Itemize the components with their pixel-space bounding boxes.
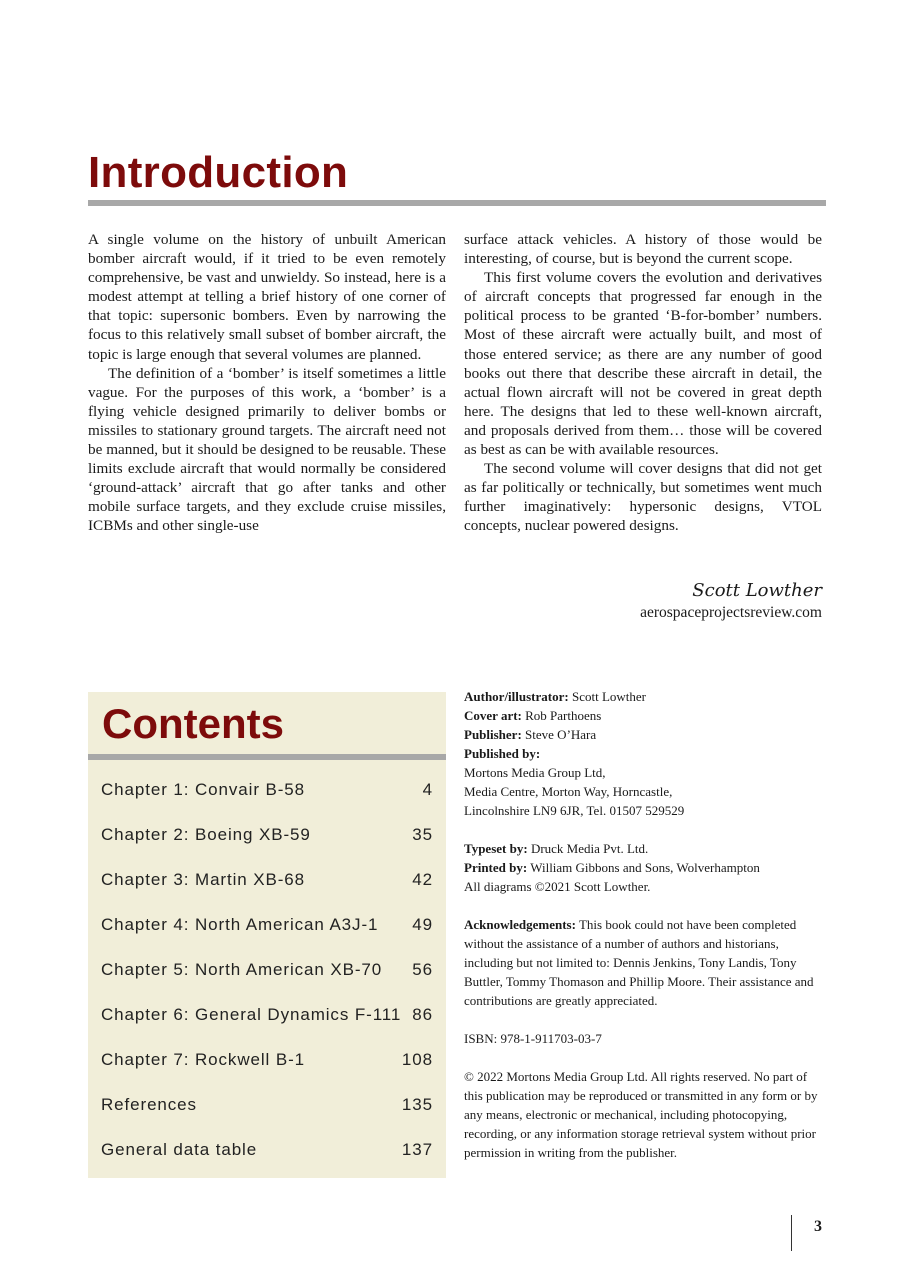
intro-paragraph: The second volume will cover designs that did not get as far politically or technically, but sometimes went much further imaginatively: hypersonic designs, VTOL concepts, nuclear powered designs. <box>464 460 822 535</box>
page-number: 3 <box>814 1218 822 1235</box>
toc-entry-page: 49 <box>412 915 433 934</box>
author-website: aerospaceprojectsreview.com <box>640 604 822 621</box>
contents-box <box>88 692 446 1178</box>
credit-author: Author/illustrator: Scott Lowther <box>464 689 646 704</box>
table-of-contents <box>101 780 433 1185</box>
intro-paragraph: surface attack vehicles. A history of those would be interesting, of course, but is beyond the current scope. <box>464 231 822 268</box>
copyright: © 2022 Mortons Media Group Ltd. All rights reserved. No part of this publication may be reproduced or transmitted in any form or by any means, electronic or mechanical, including photocopying, recording, or any information storage retrieval system without prior permission in writing from the publisher. <box>464 1069 818 1160</box>
credit-publisher: Publisher: Steve O’Hara <box>464 727 597 742</box>
intro-column-2 <box>464 230 822 536</box>
toc-entry-page: 86 <box>412 1005 433 1024</box>
toc-entry-page: 135 <box>401 1095 433 1114</box>
toc-entry-page: 56 <box>412 960 433 979</box>
address-line: Mortons Media Group Ltd, <box>464 765 606 780</box>
credit-printed: Printed by: William Gibbons and Sons, Wolverhampton <box>464 860 760 875</box>
toc-entry-page: 42 <box>412 870 433 889</box>
toc-entry-label: Chapter 3: Martin XB-68 <box>101 870 306 889</box>
toc-entry[interactable] <box>101 870 433 915</box>
address-line: Lincolnshire LN9 6JR, Tel. 01507 529529 <box>464 803 685 818</box>
address-line: Media Centre, Morton Way, Horncastle, <box>464 784 673 799</box>
toc-entry-label: Chapter 1: Convair B-58 <box>101 780 306 799</box>
toc-entry[interactable] <box>101 915 433 960</box>
toc-entry-page: 4 <box>422 780 433 799</box>
contents-rule <box>88 754 446 760</box>
toc-entry[interactable] <box>101 1050 433 1095</box>
credit-diagrams: All diagrams ©2021 Scott Lowther. <box>464 879 651 894</box>
title-rule <box>88 200 826 206</box>
toc-entry-page: 137 <box>401 1140 433 1159</box>
credits-block <box>464 687 826 1162</box>
toc-entry-label: References <box>101 1095 197 1114</box>
credit-cover: Cover art: Rob Parthoens <box>464 708 602 723</box>
author-signature: Scott Lowther <box>692 580 822 601</box>
toc-entry-label: Chapter 4: North American A3J-1 <box>101 915 379 934</box>
contents-title: Contents <box>102 700 284 747</box>
isbn: ISBN: 978-1-911703-03-7 <box>464 1031 602 1046</box>
intro-paragraph: This first volume covers the evolution and derivatives of aircraft concepts that progressed far enough in the political process to be granted ‘B-for-bomber’ numbers. Most of these aircraft were actually built, and most of those entered service; as there are any number of good books out there that describe these aircraft in detail, the actual flown aircraft will not be covered in great depth here. The designs that led to these well-known aircraft, and proposals derived from them… those will be covered as best as can be with available resources. <box>464 269 822 459</box>
toc-entry[interactable] <box>101 1140 433 1185</box>
toc-entry-label: Chapter 7: Rockwell B-1 <box>101 1050 305 1069</box>
toc-entry-label: Chapter 5: North American XB-70 <box>101 960 383 979</box>
toc-entry[interactable] <box>101 825 433 870</box>
toc-entry-label: General data table <box>101 1140 258 1159</box>
toc-entry-page: 108 <box>401 1050 433 1069</box>
toc-entry-label: Chapter 6: General Dynamics F-111 <box>101 1005 402 1024</box>
page-number-divider <box>791 1215 792 1251</box>
intro-column-1 <box>88 230 446 536</box>
acknowledgements: Acknowledgements: This book could not have been completed without the assistance of a number of authors and historians, including but not limited to: Dennis Jenkins, Tony Landis, Tony Buttler, Tommy Thomason and Phillip Moore. Their assistance and contributions are greatly appreciated. <box>464 917 814 1008</box>
toc-entry[interactable] <box>101 780 433 825</box>
toc-entry[interactable] <box>101 1095 433 1140</box>
toc-entry-page: 35 <box>412 825 433 844</box>
credit-published-by: Published by: <box>464 746 541 761</box>
toc-entry[interactable] <box>101 960 433 1005</box>
page-title: Introduction <box>88 148 349 197</box>
intro-paragraph: A single volume on the history of unbuilt American bomber aircraft would, if it tried to be even remotely comprehensive, be vast and unwieldy. So instead, here is a modest attempt at telling a brief history of one corner of that topic: supersonic bombers. Even by narrowing the focus to this relatively small subset of bomber aircraft, the topic is large enough that several volumes are planned. <box>88 231 446 363</box>
toc-entry-label: Chapter 2: Boeing XB-59 <box>101 825 311 844</box>
toc-entry[interactable] <box>101 1005 433 1050</box>
credit-typeset: Typeset by: Druck Media Pvt. Ltd. <box>464 841 649 856</box>
intro-paragraph: The definition of a ‘bomber’ is itself sometimes a little vague. For the purposes of this work, a ‘bomber’ is a flying vehicle designed primarily to deliver bombs or missiles to stationary ground targets. The aircraft need not be manned, but it should be designed to be reusable. These limits exclude aircraft that would normally be considered ‘ground-attack’ aircraft that go after tanks and other mobile surface targets, and they exclude cruise missiles, ICBMs and other single-use <box>88 364 446 535</box>
